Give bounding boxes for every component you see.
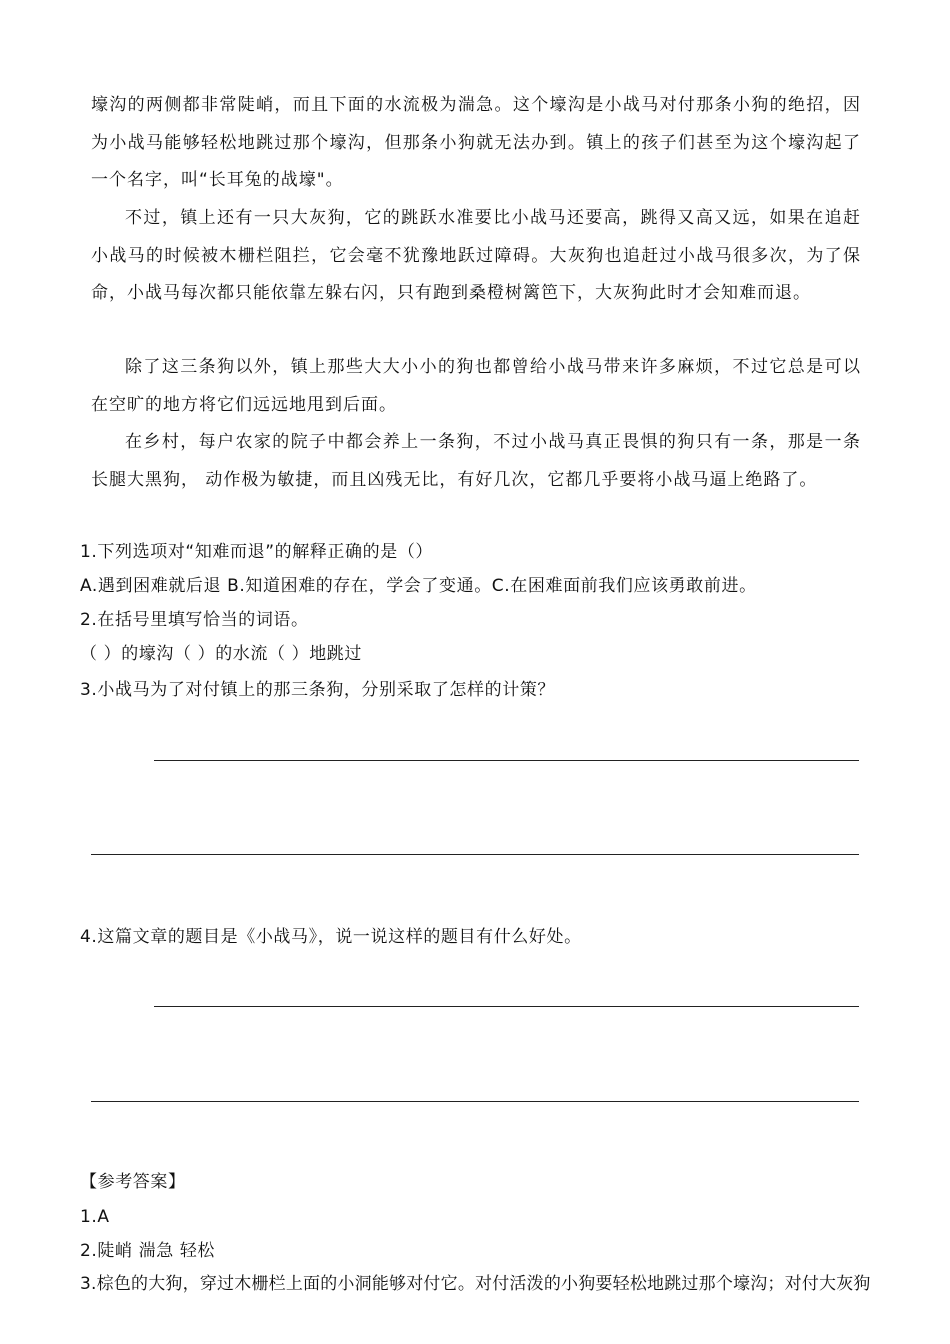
question-2-blanks[interactable]: （ ）的壕沟（ ）的水流（ ）地跳过 <box>80 644 363 664</box>
passage-paragraph-3: 除了这三条狗以外，镇上那些大大小小的狗也都曾给小战马带来许多麻烦，不过它总是可以在空旷的地方将它们远远地甩到后面。 <box>91 357 861 415</box>
question-4: 4.这篇文章的题目是《小战马》，说一说这样的题目有什么好处。 <box>80 927 582 947</box>
answer-1: 1.A <box>80 1207 110 1227</box>
passage-paragraph-4: 在乡村，每户农家的院子中都会养上一条狗，不过小战马真正畏惧的狗只有一条，那是一条长腿大黑狗， 动作极为敏捷，而且凶残无比，有好几次，它都几乎要将小战马逼上绝路了。 <box>91 432 861 490</box>
question-3: 3.小战马为了对付镇上的那三条狗，分别采取了怎样的计策？ <box>80 680 556 700</box>
answer-3: 3.棕色的大狗，穿过木栅栏上面的小洞能够对付它。对付活泼的小狗要轻松地跳过那个壕沟；对付大灰狗 <box>80 1274 871 1294</box>
answer-line-q3-1[interactable] <box>154 760 859 761</box>
question-1: 1.下列选项对“知难而退”的解释正确的是（） <box>80 542 434 562</box>
answer-key-heading: 【参考答案】 <box>80 1172 186 1192</box>
passage-paragraph-2: 不过，镇上还有一只大灰狗，它的跳跃水准要比小战马还要高，跳得又高又远，如果在追赶小战马的时候被木栅栏阻拦，它会毫不犹豫地跃过障碍。大灰狗也追赶过小战马很多次，为了保命，小战马每次都只能依靠左躲右闪，只有跑到桑橙树篱笆下，大灰狗此时才会知难而退。 <box>91 208 861 303</box>
passage-paragraph-1: 壕沟的两侧都非常陡峭，而且下面的水流极为湍急。这个壕沟是小战马对付那条小狗的绝招，因为小战马能够轻松地跳过那个壕沟，但那条小狗就无法办到。镇上的孩子们甚至为这个壕沟起了一个名字，叫“长耳兔的战壕"。 <box>91 95 861 190</box>
answer-line-q4-1[interactable] <box>154 1006 859 1007</box>
answer-2: 2.陡峭 湍急 轻松 <box>80 1241 216 1261</box>
answer-line-q3-2[interactable] <box>91 854 859 855</box>
question-1-options: A.遇到困难就后退 B.知道困难的存在，学会了变通。C.在困难面前我们应该勇敢前进。 <box>80 576 757 596</box>
question-2: 2.在括号里填写恰当的词语。 <box>80 610 309 630</box>
answer-line-q4-2[interactable] <box>91 1101 859 1102</box>
